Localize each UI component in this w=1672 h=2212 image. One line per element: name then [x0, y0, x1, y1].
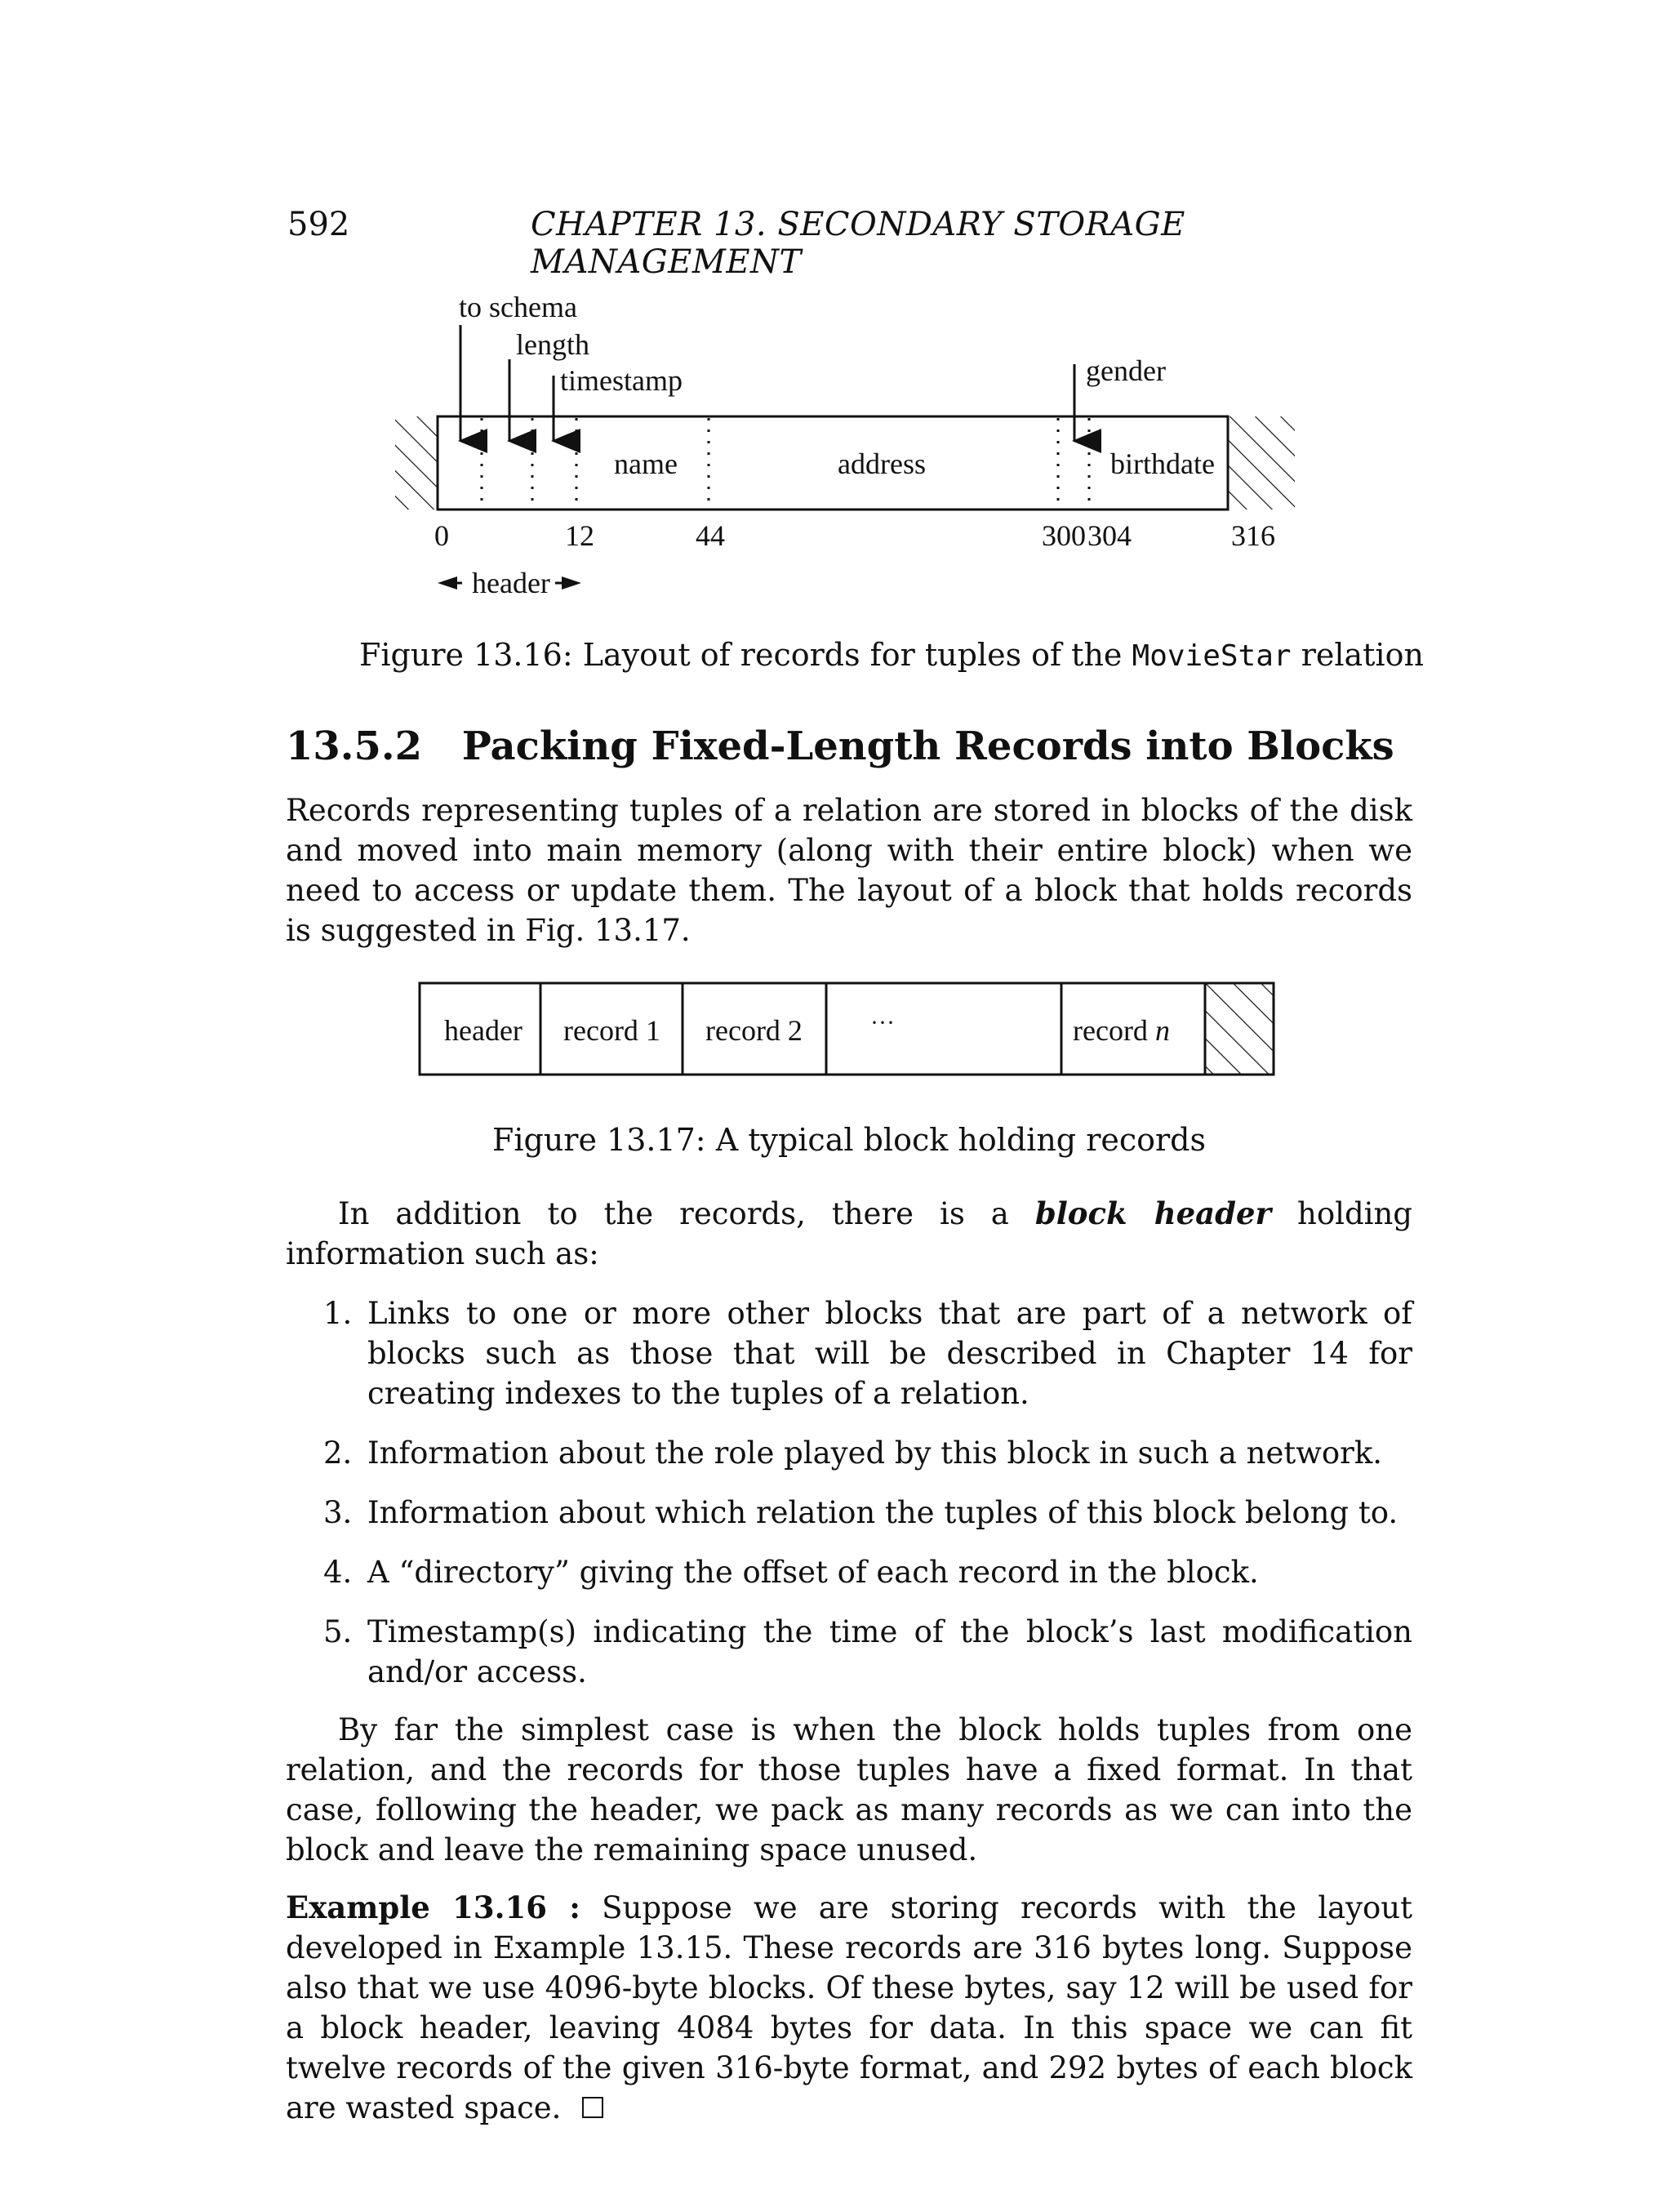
qed-icon [582, 2097, 603, 2118]
cell-record-1: record 1 [563, 1014, 660, 1047]
offset-300: 300 [1042, 519, 1086, 552]
list-text: Links to one or more other blocks that are part of a network of blocks such as those that will be described in Chapter 14 for creating indexes to the tuples of a relation. [367, 1296, 1412, 1411]
figure-13-17-caption: Figure 13.17: A typical block holding records [491, 1122, 1207, 1158]
list-number: 5. [323, 1614, 353, 1649]
list-number: 4. [323, 1555, 353, 1590]
record-n-variable: n [1154, 1014, 1170, 1047]
list-number: 3. [323, 1495, 353, 1530]
block-header-term: block header [1034, 1195, 1272, 1231]
left-hatch [395, 416, 438, 510]
field-birthdate: birthdate [1110, 447, 1215, 480]
offset-44: 44 [696, 519, 725, 552]
list-item [323, 1293, 1412, 1413]
section-number: 13.5.2 [286, 723, 423, 769]
intro-paragraph: Records representing tuples of a relation are stored in blocks of the disk and moved into main memory (along with their entire block) when we need to access or update them. The layout of a block that holds records is suggested in Fig. 13.17. [286, 793, 1412, 948]
list-text: Information about the role played by this block in such a network. [367, 1435, 1383, 1471]
cell-ellipsis: ··· [870, 1009, 895, 1036]
figure-13-17-diagram [0, 972, 1672, 1086]
bh-after: holding information such as: [286, 1196, 1412, 1271]
list-item [323, 1552, 1412, 1592]
chapter-title: CHAPTER 13. SECONDARY STORAGE MANAGEMENT [531, 206, 1185, 281]
field-name: name [614, 447, 678, 480]
section-heading [286, 723, 1394, 769]
cell-record-n [1073, 1014, 1170, 1047]
cell-header: header [444, 1014, 522, 1047]
example-text: Suppose we are storing records with the layout developed in Example 13.15. These records are 316 bytes long. Suppose also that we use 4096-byte blocks. Of these bytes, say 12 will be used for a block header, leaving 4084 bytes for data. In this space we can fit twelve records of the given 316-byte format, and 292 bytes of each block are wasted space. [286, 1890, 1412, 2125]
label-gender: gender [1086, 354, 1166, 387]
list-item [323, 1493, 1412, 1533]
example-label: Example 13.16 : [286, 1889, 580, 1925]
simplest-case-paragraph: By far the simplest case is when the block holds tuples from one relation, and the records for those tuples have a fixed format. In that case, following the header, we pack as many records as we can into the block and leave the remaining space unused. [286, 1712, 1412, 1867]
header-arrow-right-icon [562, 576, 581, 590]
list-text: Information about which relation the tuples of this block belong to. [367, 1495, 1399, 1530]
list-item [323, 1612, 1412, 1692]
page-number: 592 [287, 206, 350, 243]
label-to-schema: to schema [459, 291, 577, 323]
list-item [323, 1433, 1412, 1473]
offset-12: 12 [565, 519, 594, 552]
record-box [438, 416, 1228, 510]
label-timestamp: timestamp [560, 364, 683, 397]
caption-suffix: relation [1301, 637, 1424, 673]
section-title: Packing Fixed-Length Records into Blocks [461, 723, 1394, 769]
field-address: address [838, 447, 926, 480]
list-number: 2. [323, 1435, 353, 1471]
offset-316: 316 [1231, 519, 1275, 552]
example-paragraph [286, 1888, 1412, 2128]
offset-0: 0 [434, 519, 449, 552]
list-text: A “directory” giving the offset of each record in the block. [367, 1555, 1259, 1590]
cell-record-2: record 2 [705, 1014, 803, 1047]
figure-13-16-caption [359, 637, 1424, 673]
figure-13-16-diagram [0, 0, 1672, 621]
offset-304: 304 [1087, 519, 1132, 552]
list-text: Timestamp(s) indicating the time of the block’s last modification and/or access. [367, 1614, 1412, 1689]
record-n-prefix: record [1073, 1014, 1155, 1047]
right-hatch [1228, 416, 1295, 510]
caption-code: MovieStar [1132, 639, 1292, 673]
header-span-label: header [472, 567, 550, 599]
list-number: 1. [323, 1296, 353, 1331]
label-length: length [516, 328, 589, 361]
block-header-list [323, 1293, 1412, 1711]
block-header-paragraph [286, 1194, 1412, 1274]
bh-before: In addition to the records, there is a [338, 1196, 1035, 1231]
block-hatch [1205, 983, 1274, 1075]
caption-prefix: Figure 13.16: Layout of records for tuples of the [359, 637, 1123, 673]
